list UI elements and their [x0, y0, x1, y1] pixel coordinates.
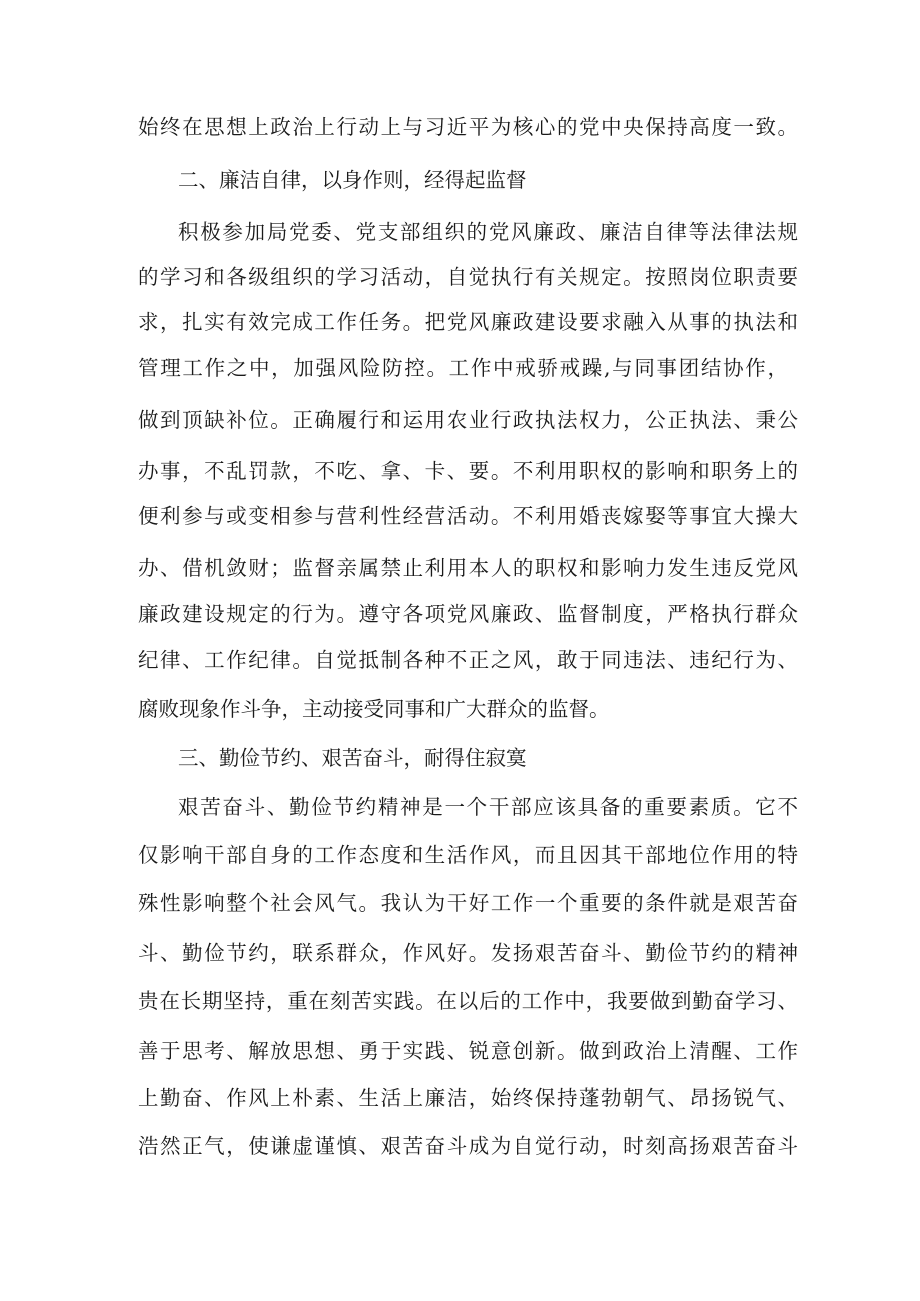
body-text-line: 浩然正气，使谦虚谨慎、艰苦奋斗成为自觉行动，时刻高扬艰苦奋斗 [138, 1134, 798, 1158]
paragraph-first-line: 艰苦奋斗、勤俭节约精神是一个干部应该具备的重要素质。它不 [178, 795, 798, 819]
body-text-line: 上勤奋、作风上朴素、生活上廉洁，始终保持蓬勃朝气、昂扬锐气、 [138, 1086, 798, 1110]
paragraph-first-line: 积极参加局党委、党支部组织的党风廉政、廉洁自律等法律法规 [178, 220, 798, 244]
body-text-line: 求，扎实有效完成工作任务。把党风廉政建设要求融入从事的执法和 [138, 310, 798, 334]
body-text-line: 善于思考、解放思想、勇于实践、锐意创新。做到政治上清醒、工作 [138, 1039, 798, 1063]
body-text-line: 仅影响干部自身的工作态度和生活作风，而且因其干部地位作用的特 [138, 843, 798, 867]
body-text-line: 纪律、工作纪律。自觉抵制各种不正之风，敢于同违法、违纪行为、 [138, 648, 798, 672]
body-text-line: 便利参与或变相参与营利性经营活动。不利用婚丧嫁娶等事宜大操大 [138, 504, 798, 528]
body-text-line: 贵在长期坚持，重在刻苦实践。在以后的工作中，我要做到勤奋学习、 [138, 989, 798, 1013]
body-text-line: 廉政建设规定的行为。遵守各项党风廉政、监督制度，严格执行群众 [138, 602, 798, 626]
body-text-line: 腐败现象作斗争，主动接受同事和广大群众的监督。 [138, 697, 610, 721]
body-text-line: 斗、勤俭节约，联系群众，作风好。发扬艰苦奋斗、勤俭节约的精神 [138, 941, 798, 965]
body-text-line: 的学习和各级组织的学习活动，自觉执行有关规定。按照岗位职责要 [138, 265, 798, 289]
section-heading-2: 二、廉洁自律，以身作则，经得起监督 [178, 168, 527, 192]
body-text-line: 管理工作之中，加强风险防控。工作中戒骄戒躁,与同事团结协作， [138, 356, 788, 380]
body-text-line: 办、借机敛财；监督亲属禁止利用本人的职权和影响力发生违反党风 [138, 556, 798, 580]
body-text-line: 始终在思想上政治上行动上与习近平为核心的党中央保持高度一致。 [138, 115, 798, 139]
body-text-line: 做到顶缺补位。正确履行和运用农业行政执法权力，公正执法、秉公 [138, 408, 798, 432]
body-text-line: 殊性影响整个社会风气。我认为干好工作一个重要的条件就是艰苦奋 [138, 891, 798, 915]
body-text-line: 办事，不乱罚款，不吃、拿、卡、要。不利用职权的影响和职务上的 [138, 459, 798, 483]
section-heading-3: 三、勤俭节约、艰苦奋斗，耐得住寂寞 [178, 746, 527, 770]
